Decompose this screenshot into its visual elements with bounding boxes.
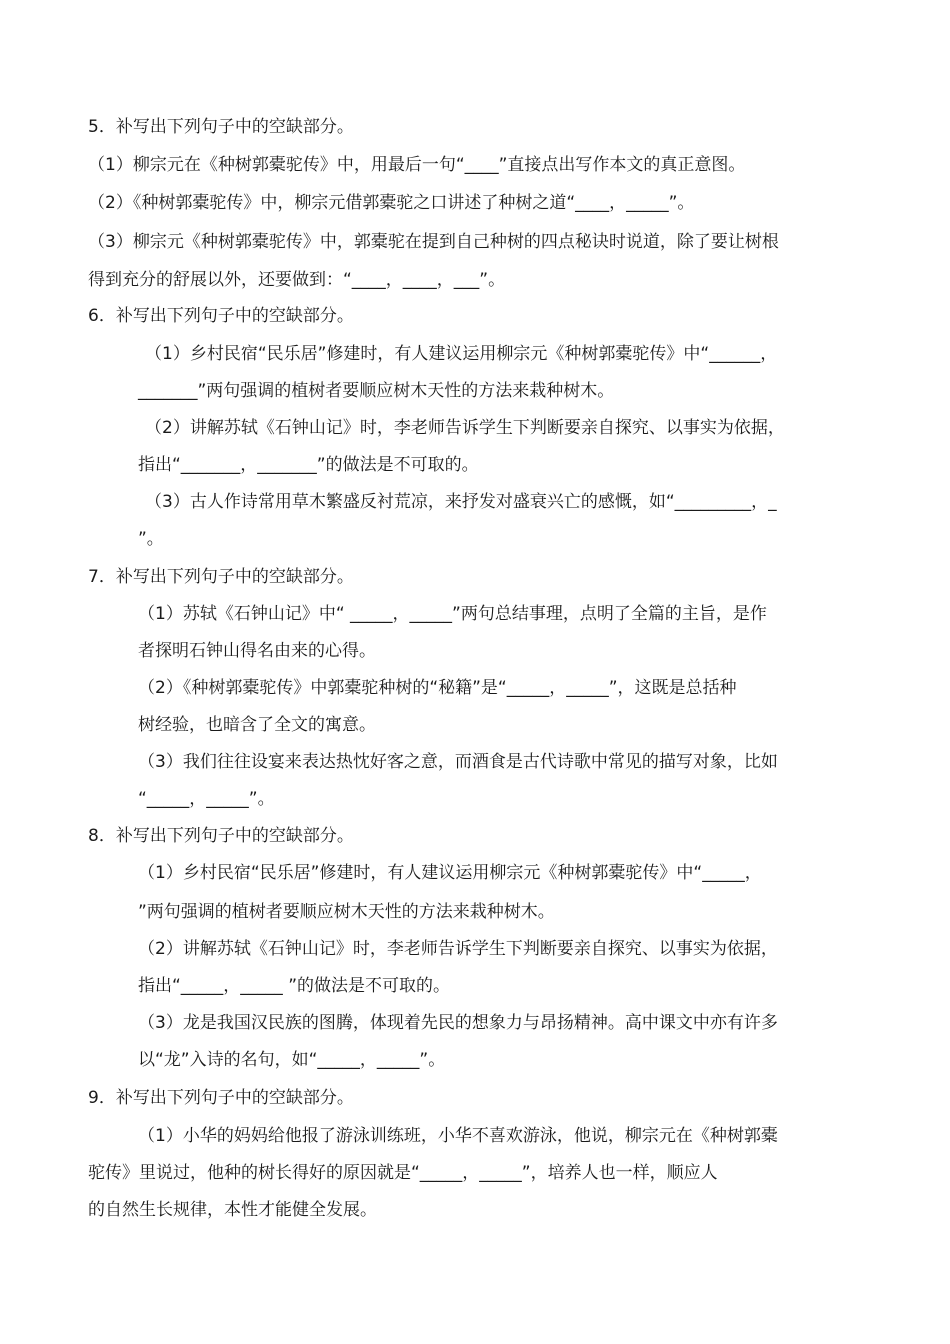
question-9-line-1: （1）小华的妈妈给他报了游泳训练班，小华不喜欢游泳，他说，柳宗元在《种树郭橐 — [138, 1126, 778, 1146]
question-6-line-5: （3）古人作诗常用草木繁盛反衬荒凉，来抒发对盛衰兴亡的感慨，如“_________，_ — [145, 492, 777, 512]
question-6-line-6: ”。 — [138, 529, 164, 549]
question-7-line-1: （1）苏轼《石钟山记》中“ _____，_____”两句总结事理，点明了全篇的主旨，是作 — [138, 604, 767, 624]
question-8-title: 8．补写出下列句子中的空缺部分。 — [88, 826, 354, 846]
question-5-line-2: （2）《种树郭橐驼传》中，柳宗元借郭橐驼之口讲述了种树之道“____，_____”。 — [88, 193, 695, 213]
question-9-line-2: 驼传》里说过，他种的树长得好的原因就是“_____，_____”，培养人也一样，顺应人 — [88, 1163, 718, 1183]
question-5-line-3: （3）柳宗元《种树郭橐驼传》中，郭橐驼在提到自己种树的四点秘诀时说道，除了要让树根 — [88, 232, 779, 252]
question-7-line-6: “_____，_____”。 — [138, 789, 275, 809]
question-7-line-4: 树经验，也暗含了全文的寓意。 — [138, 715, 376, 735]
question-8-line-2: ”两句强调的植树者要顺应树木天性的方法来栽种树木。 — [138, 902, 555, 922]
question-7-line-3: （2）《种树郭橐驼传》中郭橐驼种树的“秘籍”是“_____，_____”，这既是总括种 — [138, 678, 737, 698]
question-9-line-3: 的自然生长规律，本性才能健全发展。 — [88, 1200, 377, 1220]
question-8-line-1: （1）乡村民宿“民乐居”修建时，有人建议运用柳宗元《种树郭橐驼传》中“_____， — [138, 863, 762, 883]
question-7-line-5: （3）我们往往设宴来表达热忱好客之意，而酒食是古代诗歌中常见的描写对象，比如 — [138, 752, 778, 772]
question-5-line-4: 得到充分的舒展以外，还要做到：“____，____，___”。 — [88, 270, 506, 290]
question-8-line-5: （3）龙是我国汉民族的图腾，体现着先民的想象力与昂扬精神。高中课文中亦有许多 — [138, 1013, 778, 1033]
question-8-line-6: 以“龙”入诗的名句，如“_____，_____”。 — [138, 1050, 446, 1070]
question-5-title: 5．补写出下列句子中的空缺部分。 — [88, 117, 354, 137]
question-6-line-1: （1）乡村民宿“民乐居”修建时，有人建议运用柳宗元《种树郭橐驼传》中“______， — [145, 344, 778, 364]
question-6-title: 6．补写出下列句子中的空缺部分。 — [88, 306, 354, 326]
question-6-line-3: （2）讲解苏轼《石钟山记》时，李老师告诉学生下判断要亲自探究、以事实为依据， — [145, 418, 785, 438]
question-6-line-2: _______”两句强调的植树者要顺应树木天性的方法来栽种树木。 — [138, 381, 615, 401]
question-5-line-1: （1）柳宗元在《种树郭橐驼传》中，用最后一句“____”直接点出写作本文的真正意图。 — [88, 155, 746, 175]
question-7-line-2: 者探明石钟山得名由来的心得。 — [138, 641, 376, 661]
question-7-title: 7．补写出下列句子中的空缺部分。 — [88, 567, 354, 587]
question-9-title: 9．补写出下列句子中的空缺部分。 — [88, 1088, 354, 1108]
question-6-line-4: 指出“_______，_______”的做法是不可取的。 — [138, 455, 479, 475]
question-8-line-4: 指出“_____，_____ ”的做法是不可取的。 — [138, 976, 451, 996]
question-8-line-3: （2）讲解苏轼《石钟山记》时，李老师告诉学生下判断要亲自探究、以事实为依据， — [138, 939, 778, 959]
